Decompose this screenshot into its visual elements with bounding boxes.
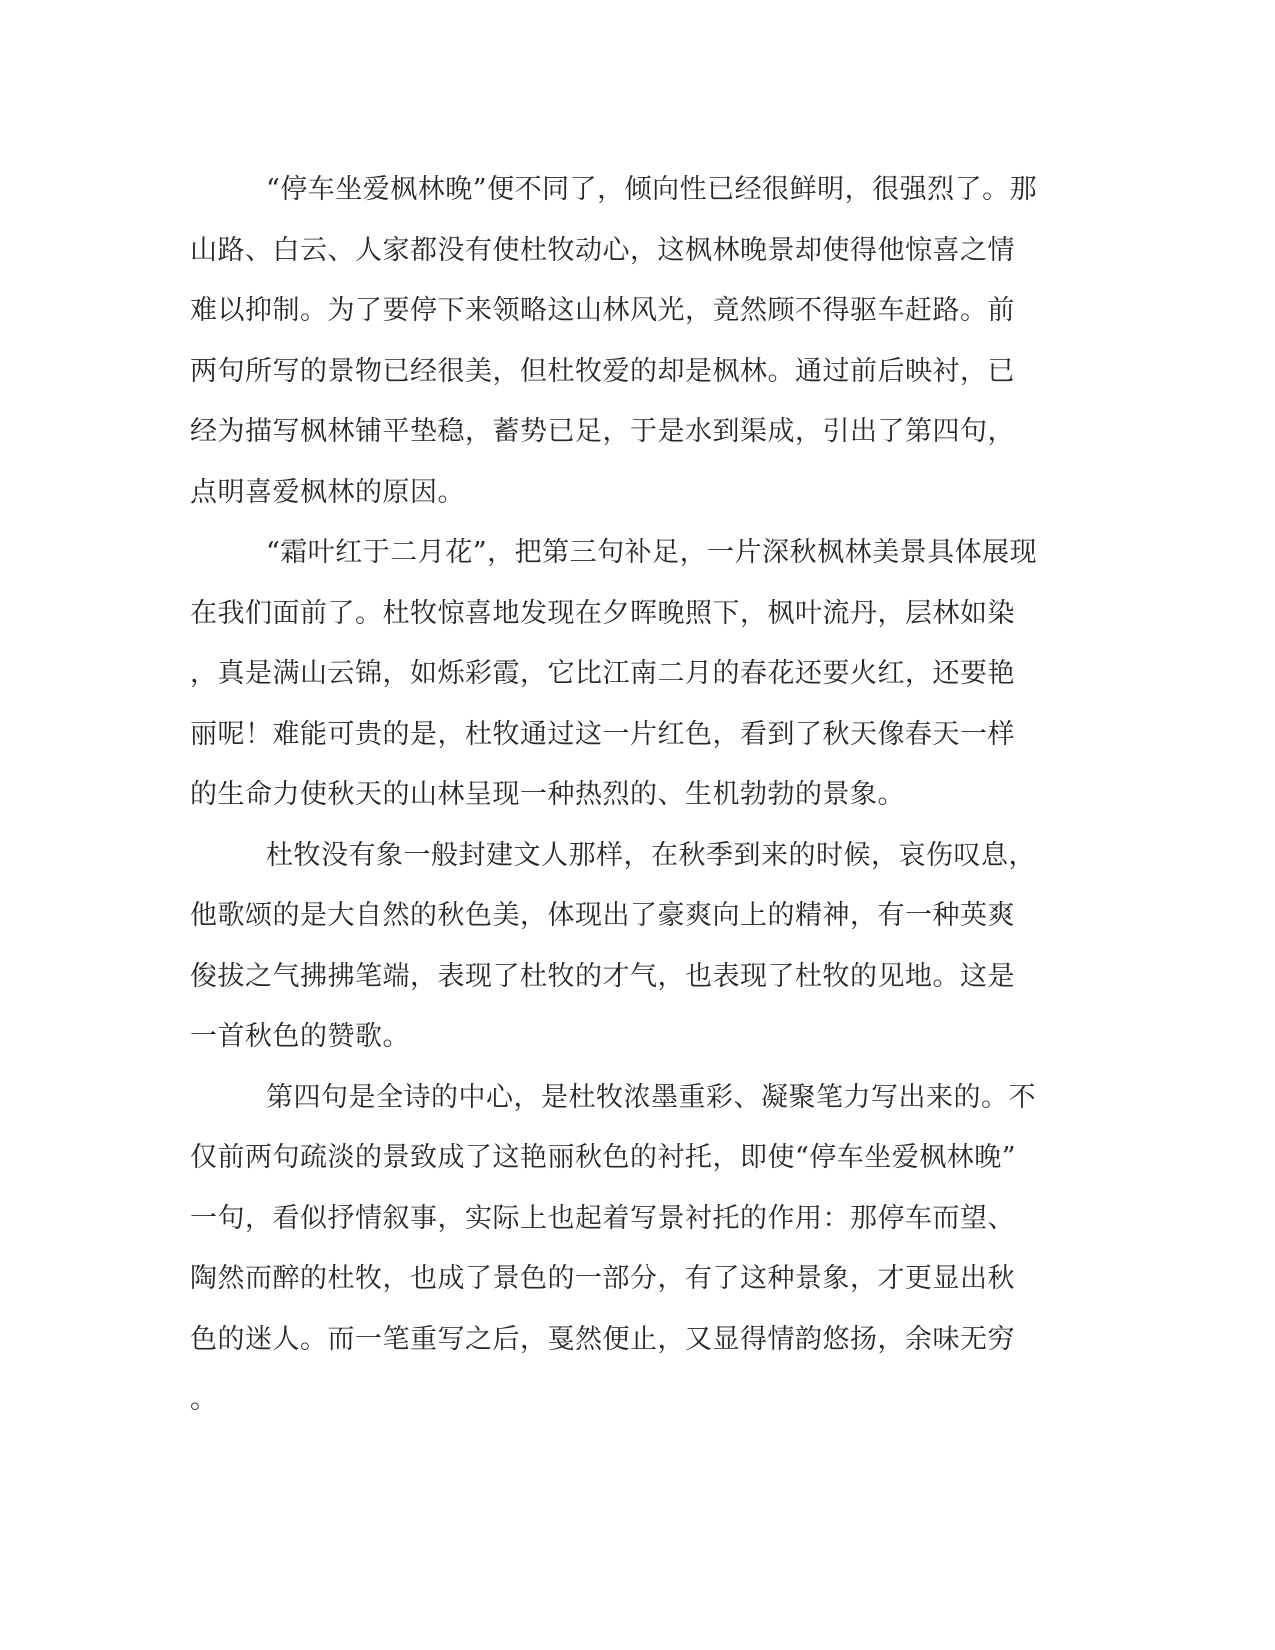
paragraph-line: 在我们面前了。杜牧惊喜地发现在夕晖晚照下，枫叶流丹，层林如染 bbox=[190, 597, 1015, 629]
paragraph-line: 经为描写枫林铺平垫稳，蓄势已足，于是水到渠成，引出了第四句， bbox=[190, 416, 1015, 447]
document-body bbox=[190, 160, 1070, 1431]
paragraph-2 bbox=[190, 523, 1070, 826]
paragraph-line: 一句，看似抒情叙事，实际上也起着写景衬托的作用：那停车而望、 bbox=[190, 1202, 1015, 1234]
paragraph-line: “停车坐爱枫林晚”便不同了，倾向性已经很鲜明，很强烈了。那 bbox=[266, 174, 1038, 205]
paragraph-line: 一首秋色的赞歌。 bbox=[190, 1021, 410, 1052]
paragraph-line: 他歌颂的是大自然的秋色美，体现出了豪爽向上的精神，有一种英爽 bbox=[190, 900, 1015, 931]
paragraph-line: “霜叶红于二月花”，把第三句补足，一片深秋枫林美景具体展现 bbox=[266, 537, 1038, 568]
paragraph-line: 两句所写的景物已经很美，但杜牧爱的却是枫林。通过前后映衬，已 bbox=[190, 355, 1015, 387]
paragraph-line: 陶然而醉的杜牧，也成了景色的一部分，有了这种景象，才更显出秋 bbox=[190, 1263, 1015, 1294]
paragraph-line: ，真是满山云锦，如烁彩霞，它比江南二月的春花还要火红，还要艳 bbox=[190, 658, 1015, 689]
paragraph-line: 俊拔之气拂拂笔端，表现了杜牧的才气，也表现了杜牧的见地。这是 bbox=[190, 960, 1015, 992]
paragraph-line: 点明喜爱枫林的原因。 bbox=[190, 476, 465, 508]
paragraph-line: 第四句是全诗的中心，是杜牧浓墨重彩、凝聚笔力写出来的。不 bbox=[266, 1081, 1036, 1113]
paragraph-3 bbox=[190, 826, 1070, 1068]
paragraph-1 bbox=[190, 160, 1070, 523]
paragraph-4 bbox=[190, 1068, 1070, 1431]
paragraph-line: 的生命力使秋天的山林呈现一种热烈的、生机勃勃的景象。 bbox=[190, 779, 905, 810]
paragraph-line: 仅前两句疏淡的景致成了这艳丽秋色的衬托，即使“停车坐爱枫林晚” bbox=[190, 1142, 1017, 1173]
paragraph-line: 杜牧没有象一般封建文人那样，在秋季到来的时候，哀伤叹息， bbox=[266, 839, 1036, 871]
paragraph-line: 难以抑制。为了要停下来领略这山林风光，竟然顾不得驱车赶路。前 bbox=[190, 295, 1015, 326]
paragraph-line: 山路、白云、人家都没有使杜牧动心，这枫林晚景却使得他惊喜之情 bbox=[190, 234, 1015, 266]
paragraph-line: 色的迷人。而一笔重写之后，戛然便止，又显得情韵悠扬，余味无穷 bbox=[190, 1323, 1015, 1355]
paragraph-line: 丽呢！难能可贵的是，杜牧通过这一片红色，看到了秋天像春天一样 bbox=[190, 718, 1015, 750]
paragraph-line: 。 bbox=[190, 1384, 218, 1415]
